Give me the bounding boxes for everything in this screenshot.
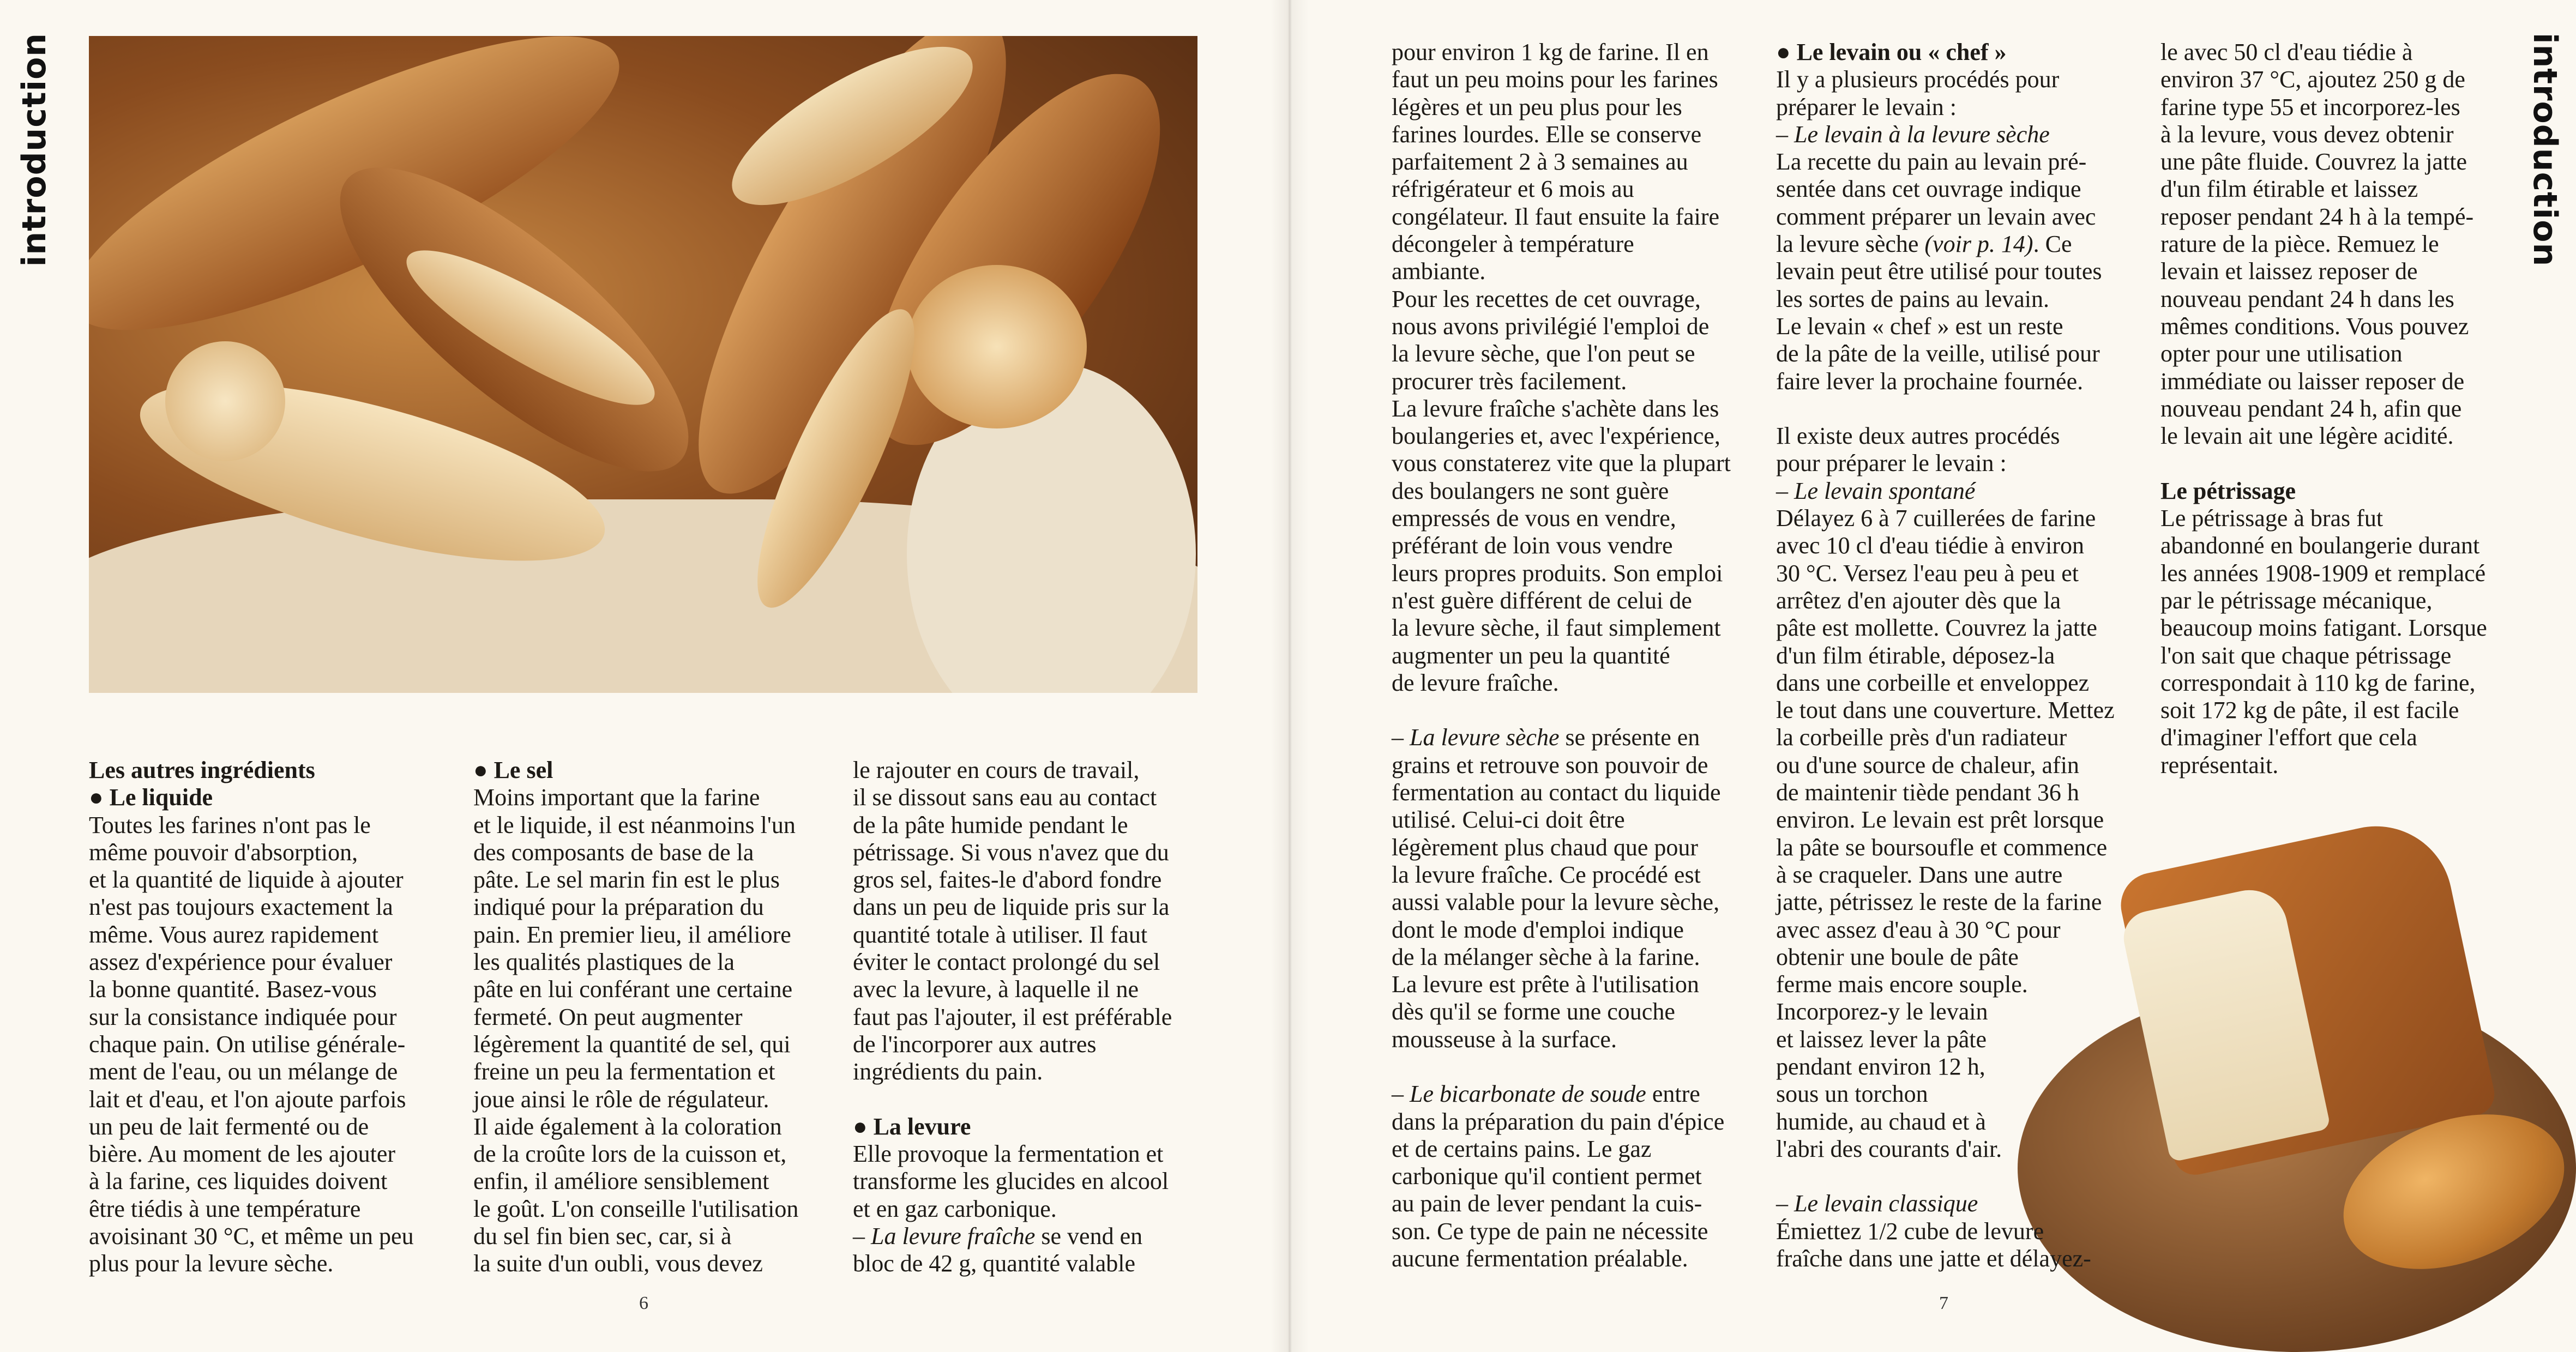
text-line: nouveau pendant 24 h, afin que: [2160, 395, 2462, 422]
text-line: utilisé. Celui-ci doit être: [1392, 806, 1625, 834]
heading-text: ● Le levain ou « chef »: [1776, 39, 2007, 65]
text-line: pétrissage. Si vous n'avez que du: [853, 838, 1169, 866]
heading-text: Les autres ingrédients: [89, 757, 315, 783]
text-line: bloc de 42 g, quantité valable: [853, 1250, 1136, 1277]
text-line: n'est guère différent de celui de: [1392, 587, 1692, 614]
text-line: légèrement plus chaud que pour: [1392, 834, 1699, 861]
text-line: rature de la pièce. Remuez le: [2160, 231, 2439, 258]
text-line: levain peut être utilisé pour toutes: [1776, 258, 2102, 285]
text-line: sentée dans cet ouvrage indique: [1776, 176, 2081, 203]
text-segment: –: [853, 1223, 871, 1250]
text-line: Il aide également à la coloration: [473, 1113, 782, 1140]
page-number-right: 7: [1939, 1293, 1948, 1313]
text-line: de l'incorporer aux autres: [853, 1030, 1097, 1058]
text-column: [2160, 39, 2531, 779]
text-line: assez d'expérience pour évaluer: [89, 949, 393, 976]
text-line: de la pâte de la veille, utilisé pour: [1776, 340, 2100, 367]
text-line: faut un peu moins pour les farines: [1392, 66, 1718, 93]
text-line: légèrement la quantité de sel, qui: [473, 1030, 791, 1058]
text-segment: se vend en: [1035, 1223, 1143, 1250]
text-line: mousseuse à la surface.: [1392, 1025, 1617, 1053]
text-line: son. Ce type de pain ne nécessite: [1392, 1217, 1708, 1245]
text-line: être tiédis à une température: [89, 1195, 361, 1222]
text-line: chaque pain. On utilise générale-: [89, 1030, 406, 1058]
text-line: dans une corbeille et enveloppez: [1776, 669, 2090, 696]
text-line: fermeté. On peut augmenter: [473, 1003, 743, 1030]
text-column: [1776, 39, 2147, 1272]
text-line: [853, 1113, 1224, 1140]
heading-text: Le pétrissage: [2160, 477, 2296, 504]
text-line: [1776, 1190, 2147, 1217]
text-line: [473, 757, 844, 784]
section-label-left: introduction: [15, 33, 53, 267]
text-line: aucune fermentation préalable.: [1392, 1245, 1688, 1272]
text-line: de maintenir tiède pendant 36 h: [1776, 779, 2079, 806]
text-segment: . Ce: [2033, 231, 2072, 258]
italic-text: – Le levain spontané: [1776, 477, 1976, 504]
text-line: réfrigérateur et 6 mois au: [1392, 176, 1634, 203]
text-line: au pain de lever pendant la cuis-: [1392, 1190, 1702, 1217]
text-line: à la farine, ces liquides doivent: [89, 1168, 388, 1195]
text-line: [1392, 697, 1762, 724]
text-line: mêmes conditions. Vous pouvez: [2160, 312, 2469, 340]
text-line: la levure sèche, il faut simplement: [1392, 614, 1721, 642]
text-line: et le liquide, il est néanmoins l'un: [473, 811, 796, 838]
text-line: pâte. Le sel marin fin est le plus: [473, 866, 780, 894]
text-line: éviter le contact prolongé du sel: [853, 949, 1160, 976]
text-line: de la croûte lors de la cuisson et,: [473, 1140, 787, 1168]
text-line: aussi valable pour la levure sèche,: [1392, 889, 1720, 916]
text-line: [1392, 1081, 1762, 1108]
text-line: obtenir une boule de pâte: [1776, 943, 2019, 970]
text-line: la pâte se boursoufle et commence: [1776, 834, 2108, 861]
text-line: [89, 757, 460, 784]
italic-text: – Le levain à la levure sèche: [1776, 120, 2050, 148]
text-line: légères et un peu plus pour les: [1392, 93, 1682, 120]
italic-text: (voir p. 14): [1924, 231, 2033, 258]
text-line: congélateur. Il faut ensuite la faire: [1392, 203, 1720, 230]
text-line: une pâte fluide. Couvrez la jatte: [2160, 148, 2467, 176]
text-line: fermentation au contact du liquide: [1392, 779, 1721, 806]
text-line: correspondait à 110 kg de farine,: [2160, 669, 2476, 696]
text-line: un peu de lait fermenté ou de: [89, 1113, 369, 1140]
text-line: la corbeille près d'un radiateur: [1776, 724, 2067, 751]
text-line: dont le mode d'emploi indique: [1392, 916, 1684, 943]
text-segment: –: [1392, 724, 1410, 751]
text-line: ingrédients du pain.: [853, 1058, 1043, 1085]
text-line: Toutes les farines n'ont pas le: [89, 811, 371, 838]
italic-text: La levure sèche: [1410, 724, 1560, 751]
text-line: dès qu'il se forme une couche: [1392, 998, 1675, 1025]
text-line: jatte, pétrissez le reste de la farine: [1776, 889, 2102, 916]
text-line: levain et laissez reposer de: [2160, 258, 2418, 285]
text-line: 30 °C. Versez l'eau peu à peu et: [1776, 559, 2079, 587]
text-line: arrêtez d'en ajouter dès que la: [1776, 587, 2061, 614]
text-line: [1776, 1163, 2147, 1190]
book-spine: [1271, 0, 1309, 1352]
text-line: l'on sait que chaque pétrissage: [2160, 642, 2452, 669]
text-line: décongeler à température: [1392, 231, 1634, 258]
text-line: même. Vous aurez rapidement: [89, 921, 379, 948]
text-line: les qualités plastiques de la: [473, 949, 735, 976]
text-line: nous avons privilégié l'emploi de: [1392, 312, 1710, 340]
text-line: La levure fraîche s'achète dans les: [1392, 395, 1719, 422]
text-line: pendant environ 12 h,: [1776, 1053, 1985, 1080]
text-line: gros sel, faites-le d'abord fondre: [853, 866, 1162, 894]
text-line: nouveau pendant 24 h dans les: [2160, 285, 2454, 312]
text-line: vous constaterez vite que la plupart: [1392, 450, 1731, 477]
italic-text: Le bicarbonate de soude: [1410, 1081, 1646, 1108]
text-line: environ. Le levain est prêt lorsque: [1776, 806, 2104, 834]
text-line: La levure est prête à l'utilisation: [1392, 971, 1699, 998]
text-line: pain. En premier lieu, il améliore: [473, 921, 791, 948]
text-line: n'est pas toujours exactement la: [89, 894, 393, 921]
text-line: la levure sèche, que l'on peut se: [1392, 340, 1695, 367]
text-line: Le levain « chef » est un reste: [1776, 312, 2063, 340]
text-line: pâte en lui conférant une certaine: [473, 976, 793, 1003]
text-line: [1776, 39, 2147, 66]
text-line: ambiante.: [1392, 258, 1486, 285]
section-label-right: introduction: [2526, 33, 2564, 267]
text-line: humide, au chaud et à: [1776, 1108, 1986, 1135]
text-line: Moins important que la farine: [473, 784, 760, 811]
text-line: de la pâte humide pendant le: [853, 811, 1128, 838]
text-column: [89, 757, 460, 1278]
text-line: quantité totale à utiliser. Il faut: [853, 921, 1148, 948]
text-line: [1776, 121, 2147, 148]
text-line: carbonique qu'il contient permet: [1392, 1163, 1702, 1190]
photo-decorated-breads: [89, 36, 1197, 693]
text-line: la levure fraîche. Ce procédé est: [1392, 861, 1701, 888]
heading-text: ● Le liquide: [89, 784, 213, 811]
text-line: Émiettez 1/2 cube de levure: [1776, 1217, 2044, 1245]
text-line: procurer très facilement.: [1392, 367, 1627, 395]
text-line: indiqué pour la préparation du: [473, 894, 764, 921]
text-line: soit 172 kg de pâte, il est facile: [2160, 697, 2459, 724]
text-line: la bonne quantité. Basez-vous: [89, 976, 377, 1003]
text-line: Pour les recettes de cet ouvrage,: [1392, 285, 1701, 312]
text-line: empressés de vous en vendre,: [1392, 505, 1676, 532]
text-line: fraîche dans une jatte et délayez-: [1776, 1245, 2091, 1272]
italic-text: La levure fraîche: [871, 1223, 1036, 1250]
text-line: avec assez d'eau à 30 °C pour: [1776, 916, 2061, 943]
text-line: pâte est mollette. Couvrez la jatte: [1776, 614, 2097, 642]
text-line: pour préparer le levain :: [1776, 450, 2007, 477]
text-line: le avec 50 cl d'eau tiédie à: [2160, 39, 2413, 65]
text-line: à se craqueler. Dans une autre: [1776, 861, 2063, 888]
text-line: pour environ 1 kg de farine. Il en: [1392, 39, 1709, 65]
text-line: comment préparer un levain avec: [1776, 203, 2096, 230]
text-line: enfin, il améliore sensiblement: [473, 1168, 769, 1195]
text-line: leurs propres produits. Son emploi: [1392, 559, 1723, 587]
text-line: les années 1908-1909 et remplacé: [2160, 559, 2486, 587]
text-line: avec 10 cl d'eau tiédie à environ: [1776, 532, 2084, 559]
text-line: plus pour la levure sèche.: [89, 1250, 334, 1277]
text-line: ou d'une source de chaleur, afin: [1776, 751, 2079, 778]
text-column: [853, 757, 1224, 1278]
text-line: et de certains pains. Le gaz: [1392, 1135, 1652, 1162]
text-line: [2160, 478, 2531, 505]
text-line: boulangeries et, avec l'expérience,: [1392, 422, 1720, 450]
italic-text: – Le levain classique: [1776, 1190, 1978, 1217]
text-line: Il existe deux autres procédés: [1776, 422, 2060, 450]
text-line: le goût. L'on conseille l'utilisation: [473, 1195, 799, 1222]
text-line: l'abri des courants d'air.: [1776, 1135, 2002, 1162]
text-column: [1392, 39, 1762, 1272]
heading-text: ● La levure: [853, 1113, 971, 1140]
text-line: et laissez lever la pâte: [1776, 1025, 1987, 1053]
text-line: Incorporez-y le levain: [1776, 998, 1988, 1025]
text-line: Délayez 6 à 7 cuillerées de farine: [1776, 505, 2096, 532]
text-line: faut pas l'ajouter, il est préférable: [853, 1003, 1172, 1030]
text-line: [1776, 478, 2147, 505]
text-line: d'un film étirable et laissez: [2160, 176, 2418, 203]
text-line: ment de l'eau, ou un mélange de: [89, 1058, 398, 1085]
text-line: La recette du pain au levain pré-: [1776, 148, 2087, 176]
text-line: farine type 55 et incorporez-les: [2160, 93, 2460, 120]
text-line: des boulangers ne sont guère: [1392, 477, 1669, 504]
page-number-left: 6: [639, 1293, 648, 1313]
text-line: [1392, 1053, 1762, 1081]
text-line: par le pétrissage mécanique,: [2160, 587, 2433, 614]
text-segment: –: [1392, 1081, 1410, 1108]
text-line: bière. Au moment de les ajouter: [89, 1140, 396, 1168]
text-line: freine un peu la fermentation et: [473, 1058, 775, 1085]
text-line: préparer le levain :: [1776, 93, 1957, 120]
text-line: des composants de base de la: [473, 838, 754, 866]
text-line: faire lever la prochaine fournée.: [1776, 367, 2084, 395]
text-line: à la levure, vous devez obtenir: [2160, 120, 2454, 148]
text-line: farines lourdes. Elle se conserve: [1392, 120, 1702, 148]
text-line: beaucoup moins fatigant. Lorsque: [2160, 614, 2487, 642]
text-line: représentait.: [2160, 751, 2279, 778]
text-segment: se présente en: [1559, 724, 1700, 751]
text-line: [2160, 450, 2531, 477]
text-line: dans la préparation du pain d'épice: [1392, 1108, 1725, 1135]
text-line: abandonné en boulangerie durant: [2160, 532, 2480, 559]
text-line: Le pétrissage à bras fut: [2160, 505, 2384, 532]
text-line: augmenter un peu la quantité: [1392, 642, 1670, 669]
text-line: [89, 784, 460, 811]
text-line: [1776, 231, 2147, 258]
text-line: sous un torchon: [1776, 1081, 1928, 1108]
text-line: dans un peu de liquide pris sur la: [853, 894, 1170, 921]
text-line: préférant de loin vous vendre: [1392, 532, 1673, 559]
text-line: immédiate ou laisser reposer de: [2160, 367, 2465, 395]
text-line: de levure fraîche.: [1392, 669, 1559, 696]
heading-text: ● Le sel: [473, 757, 553, 783]
text-line: lait et d'eau, et l'on ajoute parfois: [89, 1085, 406, 1113]
text-line: [1392, 724, 1762, 751]
text-line: le rajouter en cours de travail,: [853, 757, 1140, 783]
text-line: Il y a plusieurs procédés pour: [1776, 66, 2060, 93]
text-line: joue ainsi le rôle de régulateur.: [473, 1085, 769, 1113]
text-line: de la mélanger sèche à la farine.: [1392, 943, 1700, 970]
text-line: sur la consistance indiquée pour: [89, 1003, 397, 1030]
text-line: il se dissout sans eau au contact: [853, 784, 1157, 811]
text-line: parfaitement 2 à 3 semaines au: [1392, 148, 1688, 176]
text-line: environ 37 °C, ajoutez 250 g de: [2160, 66, 2465, 93]
text-line: le levain ait une légère acidité.: [2160, 422, 2454, 450]
text-line: la suite d'un oubli, vous devez: [473, 1250, 763, 1277]
text-line: transforme les glucides en alcool: [853, 1168, 1169, 1195]
text-line: avec la levure, à laquelle il ne: [853, 976, 1139, 1003]
text-segment: entre: [1646, 1081, 1700, 1108]
text-line: opter pour une utilisation: [2160, 340, 2403, 367]
text-line: et en gaz carbonique.: [853, 1195, 1057, 1222]
text-line: [853, 1223, 1224, 1250]
text-line: et la quantité de liquide à ajouter: [89, 866, 404, 894]
text-column: [473, 757, 844, 1278]
text-line: [853, 1086, 1224, 1113]
text-line: grains et retrouve son pouvoir de: [1392, 751, 1708, 778]
text-line: d'un film étirable, déposez-la: [1776, 642, 2055, 669]
text-line: du sel fin bien sec, car, si à: [473, 1223, 732, 1250]
text-line: reposer pendant 24 h à la tempé-: [2160, 203, 2474, 230]
text-line: Elle provoque la fermentation et: [853, 1140, 1164, 1168]
text-line: ferme mais encore souple.: [1776, 971, 2028, 998]
text-line: les sortes de pains au levain.: [1776, 285, 2049, 312]
text-line: avoisinant 30 °C, et même un peu: [89, 1223, 414, 1250]
text-line: même pouvoir d'absorption,: [89, 838, 358, 866]
text-line: le tout dans une couverture. Mettez: [1776, 697, 2115, 724]
text-line: [1776, 395, 2147, 422]
text-line: d'imaginer l'effort que cela: [2160, 724, 2417, 751]
text-segment: la levure sèche: [1776, 231, 1925, 258]
